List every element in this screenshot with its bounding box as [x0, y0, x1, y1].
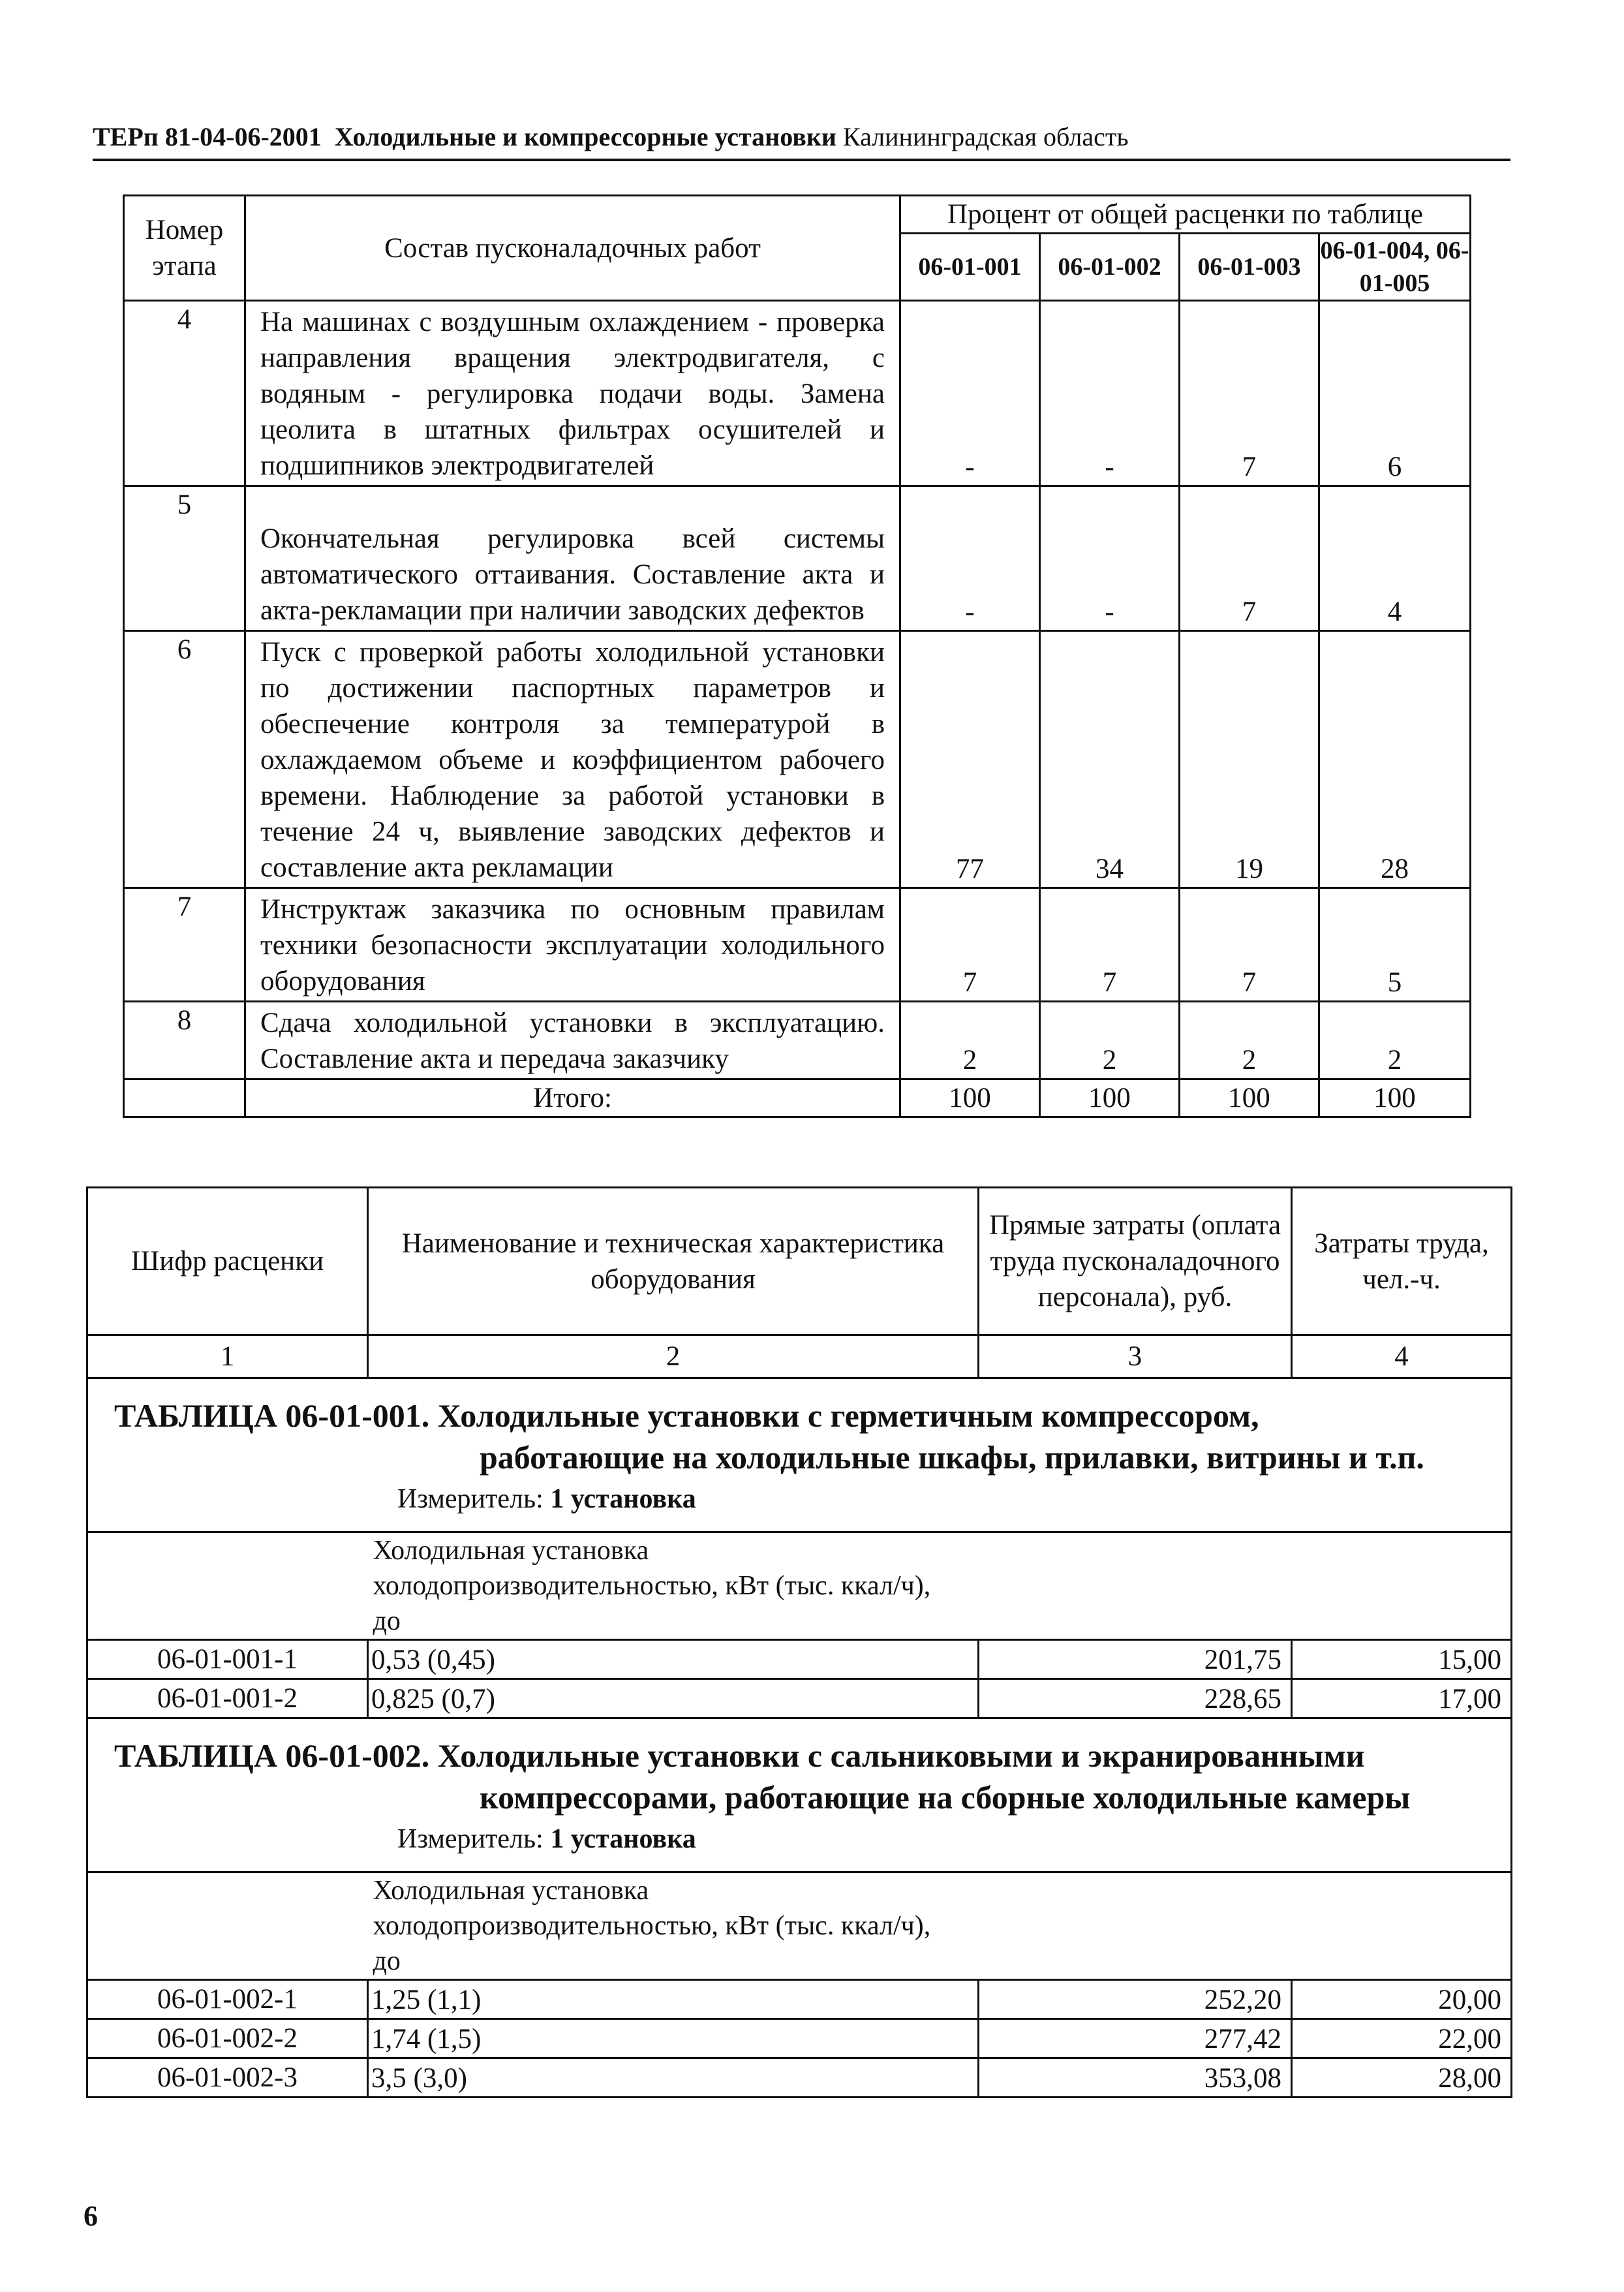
stage-pct: 6 [1319, 301, 1471, 486]
stage-num: 7 [124, 888, 245, 1002]
rate-name: 1,25 (1,1) [368, 1980, 979, 2019]
header-name: Наименование и техническая характеристика оборудования [368, 1188, 979, 1335]
rate-code: 06-01-002-1 [87, 1980, 368, 2019]
rate-cost: 201,75 [979, 1640, 1292, 1679]
rate-name: 0,53 (0,45) [368, 1640, 979, 1679]
col-percent-header: Процент от общей расценки по таблице [900, 196, 1471, 234]
rate-labor: 20,00 [1292, 1980, 1512, 2019]
stage-pct: 19 [1180, 631, 1319, 888]
stage-pct: 28 [1319, 631, 1471, 888]
section-title [114, 1395, 1510, 1478]
measure-value: 1 установка [550, 1484, 696, 1514]
col-number: 4 [1292, 1335, 1512, 1378]
sub-col-1: 06-01-001 [900, 234, 1040, 301]
rate-cost: 252,20 [979, 1980, 1292, 2019]
sub-col-2: 06-01-002 [1040, 234, 1180, 301]
rate-code: 06-01-001-2 [87, 1679, 368, 1718]
stage-pct: 7 [1040, 888, 1180, 1002]
stage-pct: 7 [1180, 888, 1319, 1002]
stage-text: На машинах с воздушным охлаждением - проверка направления вращения электродвигателя, с водяным - регулировка подачи воды. Замена цеолита в штатных фильтрах осушителей и подшипников электродвигателей [245, 301, 900, 486]
stage-row [124, 888, 1471, 1002]
group-text: Холодильная установка холодопроизводительностью, кВт (тыс. ккал/ч), до [373, 1536, 931, 1636]
total-label: Итого: [245, 1079, 900, 1117]
section-heading [87, 1718, 1512, 1872]
stage-row [124, 631, 1471, 888]
stage-row [124, 486, 1471, 631]
col-content-header: Состав пусконаладочных работ [245, 196, 900, 301]
rate-code: 06-01-002-3 [87, 2058, 368, 2098]
measure-label: Измеритель: [397, 1484, 544, 1514]
rate-cost: 353,08 [979, 2058, 1292, 2098]
stage-pct: 7 [900, 888, 1040, 1002]
sub-col-3: 06-01-003 [1180, 234, 1319, 301]
table-row [87, 1679, 1512, 1718]
section-heading [87, 1378, 1512, 1532]
stage-pct: 2 [900, 1002, 1040, 1079]
rate-name: 1,74 (1,5) [368, 2019, 979, 2058]
section-title-line2: работающие на холодильные шкафы, прилавки, витрины и т.п. [480, 1439, 1424, 1476]
total-empty-cell [124, 1079, 245, 1117]
stage-pct: 34 [1040, 631, 1180, 888]
section-title-line1: ТАБЛИЦА 06-01-002. Холодильные установки с сальниковыми и экранированными [114, 1737, 1365, 1774]
stage-text: Инструктаж заказчика по основным правилам техники безопасности эксплуатации холодильного оборудования [245, 888, 900, 1002]
price-table [86, 1186, 1512, 2098]
rate-name: 3,5 (3,0) [368, 2058, 979, 2098]
stage-text: Окончательная регулировка всей системы автоматического оттаивания. Составление акта и акта-рекламации при наличии заводских дефектов [245, 486, 900, 631]
section-measure [114, 1478, 1510, 1520]
stage-pct: 2 [1319, 1002, 1471, 1079]
doc-title: Холодильные и компрессорные установки [334, 122, 836, 151]
sub-col-4: 06-01-004, 06-01-005 [1319, 234, 1471, 301]
stage-num: 4 [124, 301, 245, 486]
stage-pct: - [1040, 486, 1180, 631]
rate-code: 06-01-002-2 [87, 2019, 368, 2058]
doc-code: ТЕРп 81-04-06-2001 [93, 122, 322, 151]
stage-pct: - [900, 301, 1040, 486]
table-row [87, 1640, 1512, 1679]
measure-value: 1 установка [550, 1824, 696, 1854]
stage-pct: 4 [1319, 486, 1471, 631]
stage-text: Сдача холодильной установки в эксплуатацию. Составление акта и передача заказчику [245, 1002, 900, 1079]
total-pct: 100 [900, 1079, 1040, 1117]
stage-num: 8 [124, 1002, 245, 1079]
stage-row [124, 1002, 1471, 1079]
rate-labor: 22,00 [1292, 2019, 1512, 2058]
rate-code: 06-01-001-1 [87, 1640, 368, 1679]
section-title-line1: ТАБЛИЦА 06-01-001. Холодильные установки с герметичным компрессором, [114, 1397, 1259, 1434]
group-empty-cell [87, 1872, 368, 1980]
header-labor: Затраты труда, чел.-ч. [1292, 1188, 1512, 1335]
group-row [368, 1872, 1512, 1980]
group-row [368, 1532, 1512, 1640]
col-number: 2 [368, 1335, 979, 1378]
total-row [124, 1079, 1471, 1117]
stage-row [124, 301, 1471, 486]
stage-num: 5 [124, 486, 245, 631]
stage-pct: 77 [900, 631, 1040, 888]
group-text: Холодильная установка холодопроизводительностью, кВт (тыс. ккал/ч), до [373, 1876, 931, 1976]
stage-pct: 7 [1180, 486, 1319, 631]
section-title [114, 1735, 1510, 1818]
page-header [93, 121, 1509, 153]
rate-labor: 28,00 [1292, 2058, 1512, 2098]
total-pct: 100 [1040, 1079, 1180, 1117]
stage-table [123, 194, 1471, 1118]
rate-cost: 277,42 [979, 2019, 1292, 2058]
stage-pct: 7 [1180, 301, 1319, 486]
rate-name: 0,825 (0,7) [368, 1679, 979, 1718]
page-number: 6 [84, 2200, 98, 2232]
table-row [87, 2058, 1512, 2098]
stage-pct: 5 [1319, 888, 1471, 1002]
rate-labor: 17,00 [1292, 1679, 1512, 1718]
col-number: 1 [87, 1335, 368, 1378]
section-measure [114, 1818, 1510, 1860]
rate-labor: 15,00 [1292, 1640, 1512, 1679]
header-rule [93, 159, 1510, 161]
col-number-header: Номер этапа [124, 196, 245, 301]
total-pct: 100 [1180, 1079, 1319, 1117]
header-code: Шифр расценки [87, 1188, 368, 1335]
stage-pct: - [1040, 301, 1180, 486]
stage-pct: 2 [1040, 1002, 1180, 1079]
section-title-line2: компрессорами, работающие на сборные холодильные камеры [480, 1779, 1411, 1816]
stage-pct: - [900, 486, 1040, 631]
rate-cost: 228,65 [979, 1679, 1292, 1718]
table-row [87, 1980, 1512, 2019]
col-number: 3 [979, 1335, 1292, 1378]
header-cost: Прямые затраты (оплата труда пусконаладочного персонала), руб. [979, 1188, 1292, 1335]
table-row [87, 2019, 1512, 2058]
stage-num: 6 [124, 631, 245, 888]
total-pct: 100 [1319, 1079, 1471, 1117]
stage-text: Пуск с проверкой работы холодильной установки по достижении паспортных параметров и обеспечение контроля за температурой в охлаждаемом объеме и коэффициентом рабочего времени. Наблюдение за работой установки в течение 24 ч, выявление заводских дефектов и составление акта рекламации [245, 631, 900, 888]
stage-pct: 2 [1180, 1002, 1319, 1079]
doc-region: Калининградская область [842, 122, 1129, 151]
group-empty-cell [87, 1532, 368, 1640]
measure-label: Измеритель: [397, 1824, 544, 1854]
